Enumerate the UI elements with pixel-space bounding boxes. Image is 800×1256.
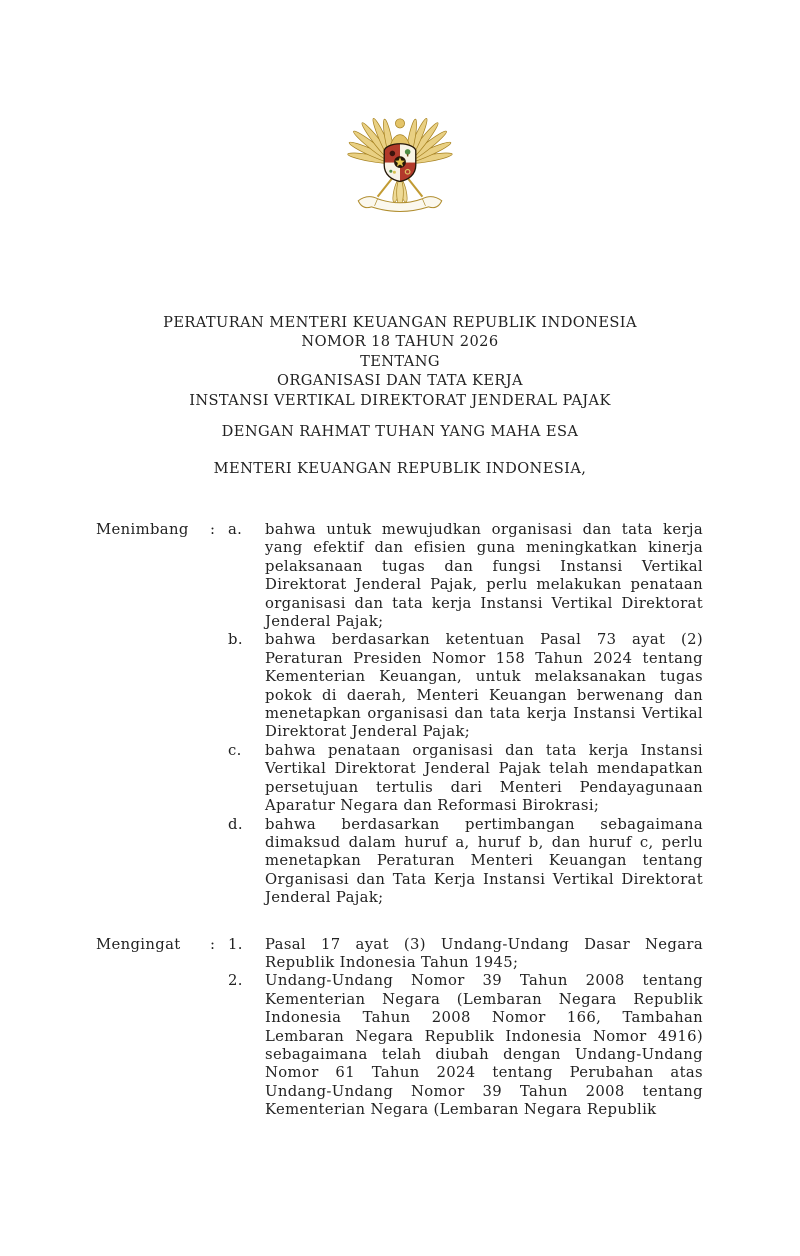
considering-label: Menimbang [96, 521, 189, 538]
regulation-subject-line2: INSTANSI VERTIKAL DIREKTORAT JENDERAL PAJAK [189, 391, 611, 409]
recalling-item-2 [228, 972, 703, 1119]
item-marker: 2. [228, 972, 243, 990]
item-marker: c. [228, 741, 242, 759]
considering-item-d [228, 816, 703, 908]
considering-item-c [228, 742, 703, 816]
considering-items [228, 521, 703, 908]
regulation-title-line1: PERATURAN MENTERI KEUANGAN REPUBLIK INDONESIA [163, 314, 637, 331]
item-marker: b. [228, 631, 243, 649]
item-text: bahwa untuk mewujudkan organisasi dan tata kerja yang efektif dan efisien guna meningkatkan kinerja pelaksanaan tugas dan fungsi Instansi Vertikal Direktorat Jenderal Pajak, perlu melakukan penataan organisasi dan tata kerja Instansi Vertikal Direktorat Jenderal Pajak; [265, 521, 703, 631]
considering-item-a [228, 521, 703, 631]
item-text: Pasal 17 ayat (3) Undang-Undang Dasar Negara Republik Indonesia Tahun 1945; [265, 935, 703, 971]
invocation-line: DENGAN RAHMAT TUHAN YANG MAHA ESA [221, 423, 579, 441]
item-text: bahwa penataan organisasi dan tata kerja Instansi Vertikal Direktorat Jenderal Pajak telah mendapatkan persetujuan tertulis dari Menteri Pendayagunaan Aparatur Negara dan Reformasi Birokrasi; [265, 741, 703, 815]
title-block [0, 313, 800, 479]
item-marker: a. [228, 521, 243, 538]
considering-colon: : [210, 521, 216, 538]
regulation-about-keyword: TENTANG [360, 352, 440, 370]
garuda-pancasila-icon [344, 96, 456, 220]
item-text: Undang-Undang Nomor 39 Tahun 2008 tentang Kementerian Negara (Lembaran Negara Republik Indonesia Tahun 2008 Nomor 166, Tambahan Lembaran Negara Republik Indonesia Nomor 4916) sebagaimana telah diubah dengan Undang-Undang Nomor 61 Tahun 2024 tentang Perubahan atas Undang-Undang Nomor 39 Tahun 2008 tentang Kementerian Negara (Lembaran Negara Republik [265, 972, 703, 1119]
item-text: bahwa berdasarkan pertimbangan sebagaimana dimaksud dalam huruf a, huruf b, dan huruf c, perlu menetapkan Peraturan Menteri Keuangan tentang Organisasi dan Tata Kerja Instansi Vertikal Direktorat Jenderal Pajak; [265, 815, 703, 907]
regulation-number: NOMOR 18 TAHUN 2026 [301, 333, 499, 351]
document-body [96, 521, 703, 1120]
item-marker: 1. [228, 935, 243, 953]
recalling-item-1 [228, 936, 703, 973]
recalling-label: Mengingat [96, 935, 181, 953]
recalling-items [228, 936, 703, 1120]
garuda-pancasila-emblem [344, 96, 456, 220]
recalling-section [96, 936, 703, 1120]
item-marker: d. [228, 815, 243, 833]
recalling-colon: : [210, 935, 216, 953]
regulation-subject-line1: ORGANISASI DAN TATA KERJA [277, 372, 523, 390]
considering-item-b [228, 631, 703, 741]
item-text: bahwa berdasarkan ketentuan Pasal 73 ayat (2) Peraturan Presiden Nomor 158 Tahun 2024 tentang Kementerian Keuangan, untuk melaksanakan tugas pokok di daerah, Menteri Keuangan berwenang dan menetapkan organisasi dan tata kerja Instansi Vertikal Direktorat Jenderal Pajak; [265, 631, 703, 741]
considering-section [96, 521, 703, 908]
issuing-authority-line: MENTERI KEUANGAN REPUBLIK INDONESIA, [213, 460, 587, 478]
